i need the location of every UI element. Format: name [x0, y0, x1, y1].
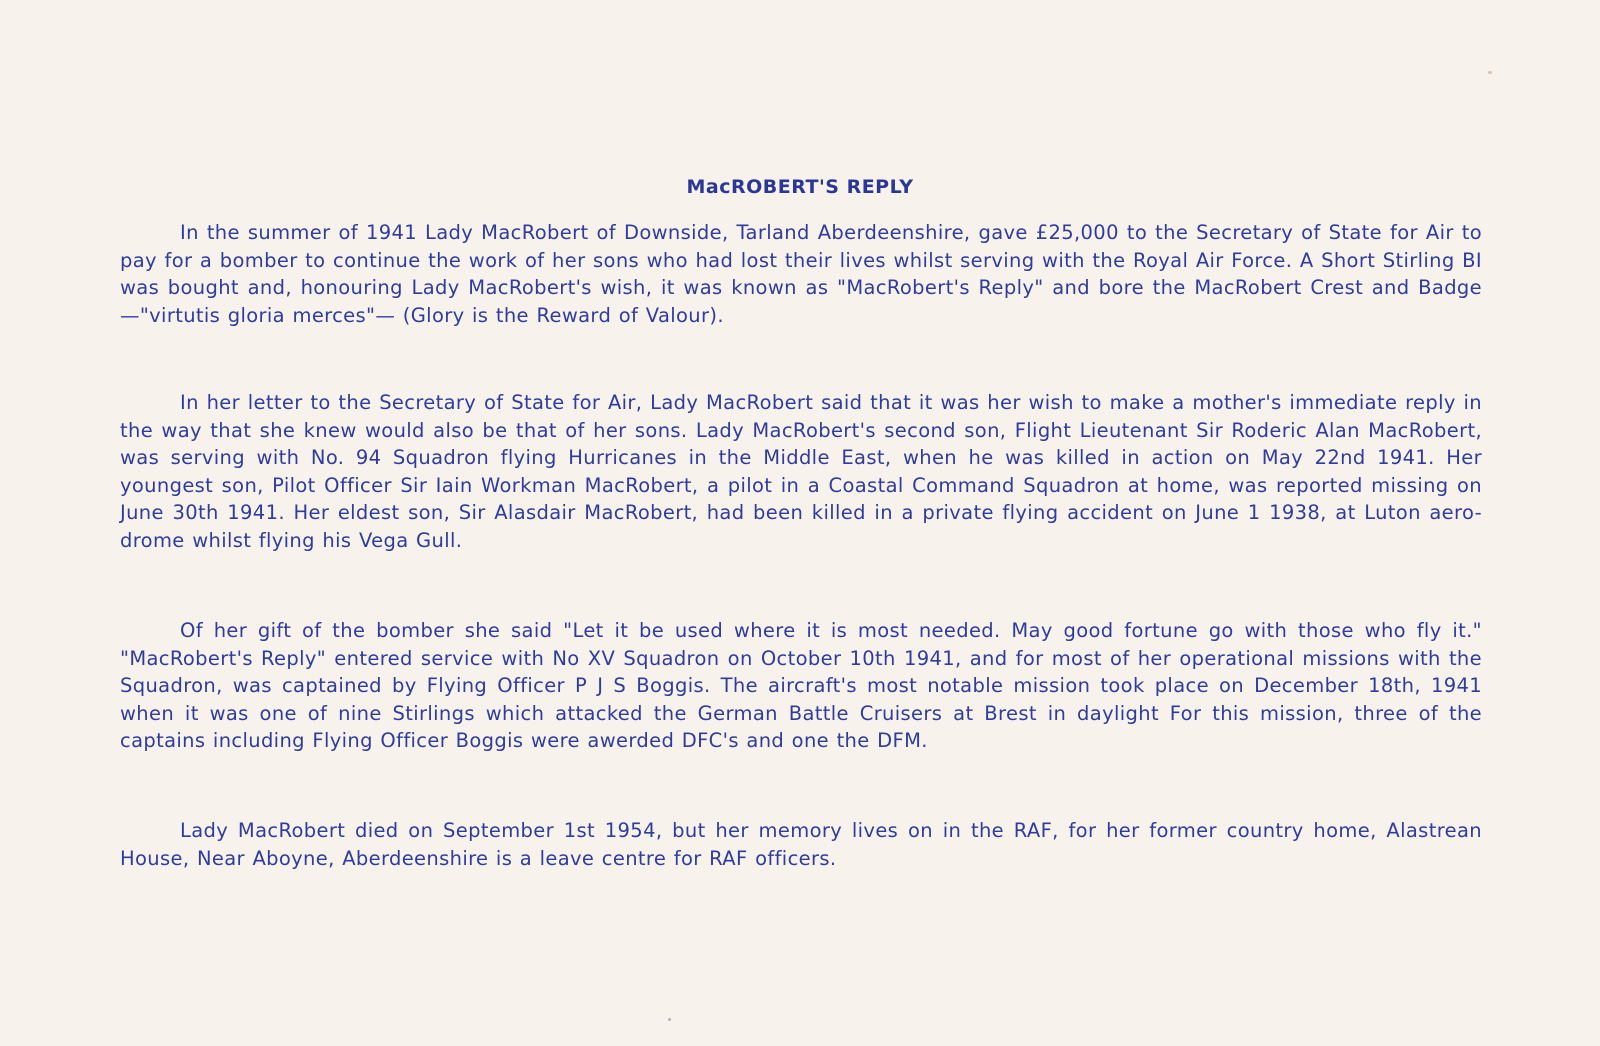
paragraph-1: In the summer of 1941 Lady MacRobert of Downside, Tarland Aberdeenshire, gave £25,000 to the Secretary of State for Air to pay for a bomber to continue the work of her sons who had lost their lives whilst serving with the Royal Air Force. A Short Stirling BI was bought and, honouring Lady MacRobert's wish, it was known as "MacRobert's Reply" and bore the MacRobert Crest and Badge—"virtutis gloria merces"— (Glory is the Reward of Valour). — [120, 221, 1482, 327]
paper-speck — [668, 1018, 671, 1021]
paragraph-3: Of her gift of the bomber she said "Let it be used where it is most needed. May good fortune go with those who fly it." "MacRobert's Reply" entered service with No XV Squadron on October 10th 1941, and for most of her operational missions with the Squadron, was captained by Flying Officer P J S Boggis. The aircraft's most notable mission took place on December 18th, 1941 when it was one of nine Stirlings which attacked the German Battle Cruisers at Brest in daylight For this mission, three of the captains including Flying Officer Boggis were awerded DFC's and one the DFM. — [120, 619, 1482, 753]
paper-speck — [1488, 71, 1492, 74]
page-title: MacROBERT'S REPLY — [686, 176, 914, 198]
paragraph-2: In her letter to the Secretary of State for Air, Lady MacRobert said that it was her wish to make a mother's immediate reply in the way that she knew would also be that of her sons. Lady MacRobert's second son, Flight Lieutenant Sir Roderic Alan MacRobert, was serving with No. 94 Squadron flying Hurricanes in the Middle East, when he was killed in action on May 22nd 1941. Her youngest son, Pilot Officer Sir Iain Workman MacRobert, a pilot in a Coastal Command Squadron at home, was reported missing on June 30th 1941. Her eldest son, Sir Alasdair MacRobert, had been killed in a private flying accident on June 1 1938, at Luton aero-drome whilst flying his Vega Gull. — [120, 391, 1482, 552]
paragraph-4: Lady MacRobert died on September 1st 1954, but her memory lives on in the RAF, for her former country home, Alastrean House, Near Aboyne, Aberdeenshire is a leave centre for RAF officers. — [120, 819, 1482, 870]
